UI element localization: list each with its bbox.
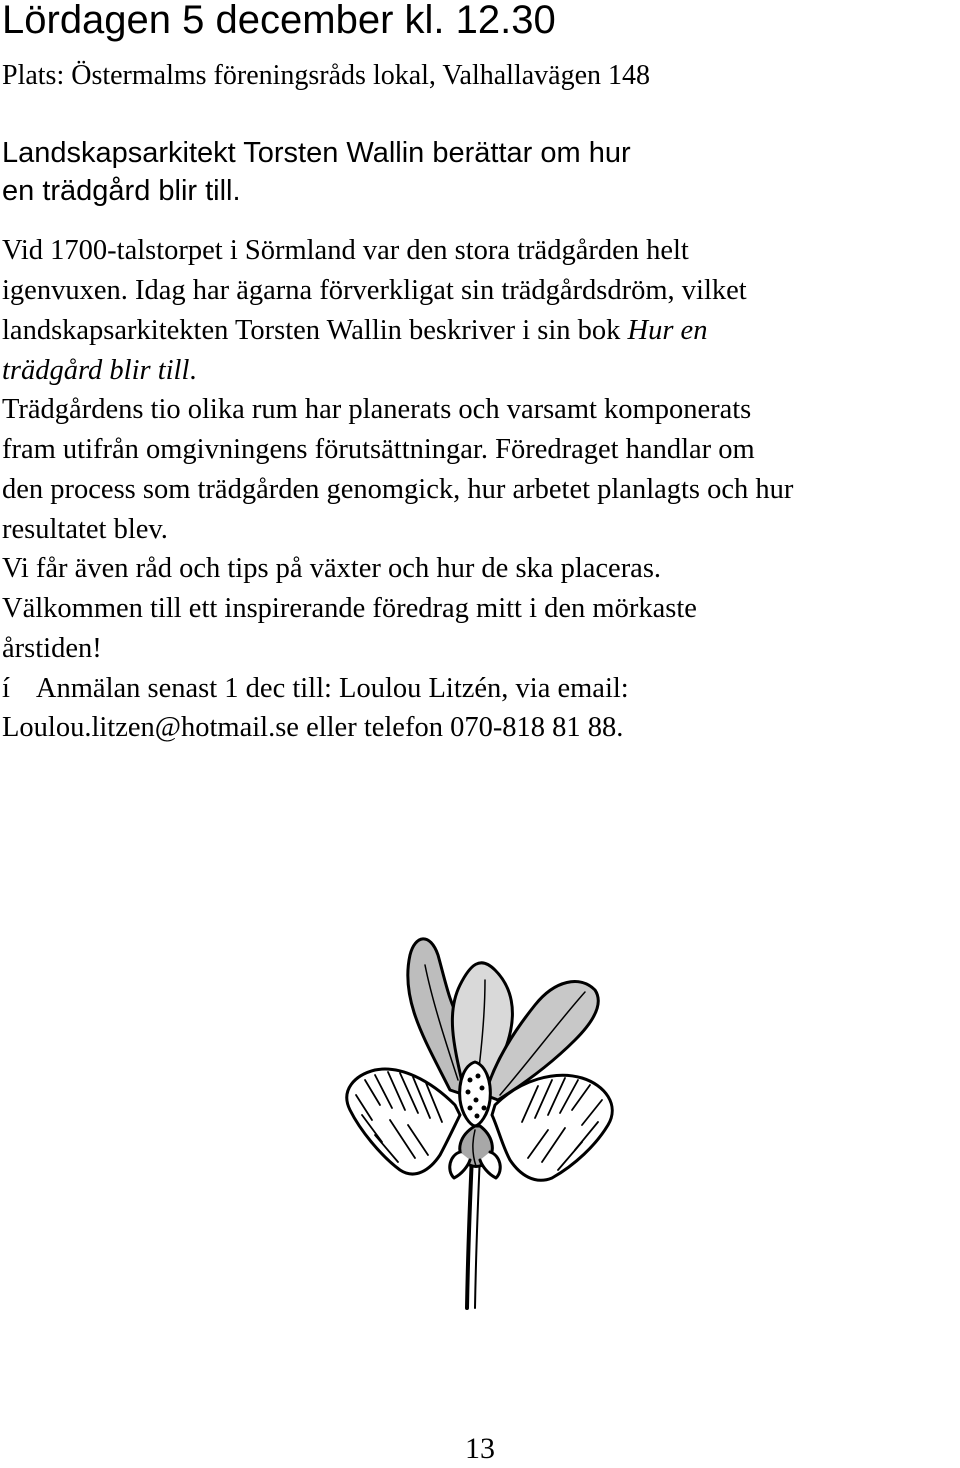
body-line <box>2 355 197 387</box>
body-line <box>2 315 707 347</box>
body-line: igenvuxen. Idag har ägarna förverkligat sin trädgårdsdröm, vilket <box>2 275 747 306</box>
body-line: fram utifrån omgivningens förutsättningar. Föredraget handlar om <box>2 434 755 465</box>
intro-line-1: Landskapsarkitekt Torsten Wallin berättar om hur <box>2 137 631 169</box>
book-title: Hur en <box>627 315 708 346</box>
body-line: Trädgårdens tio olika rum har planerats och varsamt komponerats <box>2 394 752 425</box>
body-line: Vid 1700-talstorpet i Sörmland var den stora trädgården helt <box>2 235 689 266</box>
body-text: . <box>189 355 197 386</box>
registration-text: Anmälan senast 1 dec till: Loulou Litzén, via email: <box>35 673 629 704</box>
body-line: den process som trädgården genomgick, hur arbetet planlagts och hur <box>2 474 794 505</box>
iris-flower-icon <box>320 930 660 1310</box>
body-line: Välkommen till ett inspirerande föredrag mitt i den mörkaste <box>2 593 697 624</box>
body-line: resultatet blev. <box>2 514 168 545</box>
body-line: årstiden! <box>2 633 102 664</box>
body-line: Vi får även råd och tips på växter och hur de ska placeras. <box>2 553 662 584</box>
page-number: 13 <box>465 1432 495 1465</box>
intro-line-2: en trädgård blir till. <box>2 175 241 207</box>
contact-line: Loulou.litzen@hotmail.se eller telefon 070-818 81 88. <box>2 712 624 743</box>
body-text: landskapsarkitekten Torsten Wallin beskriver i sin bok <box>2 315 628 346</box>
book-title: trädgård blir till <box>2 355 190 386</box>
event-venue: Plats: Östermalms föreningsråds lokal, Valhallavägen 148 <box>2 60 651 91</box>
registration-line <box>2 673 629 705</box>
event-heading: Lördagen 5 december kl. 12.30 <box>2 0 556 42</box>
bullet-glyph: í <box>2 673 10 704</box>
